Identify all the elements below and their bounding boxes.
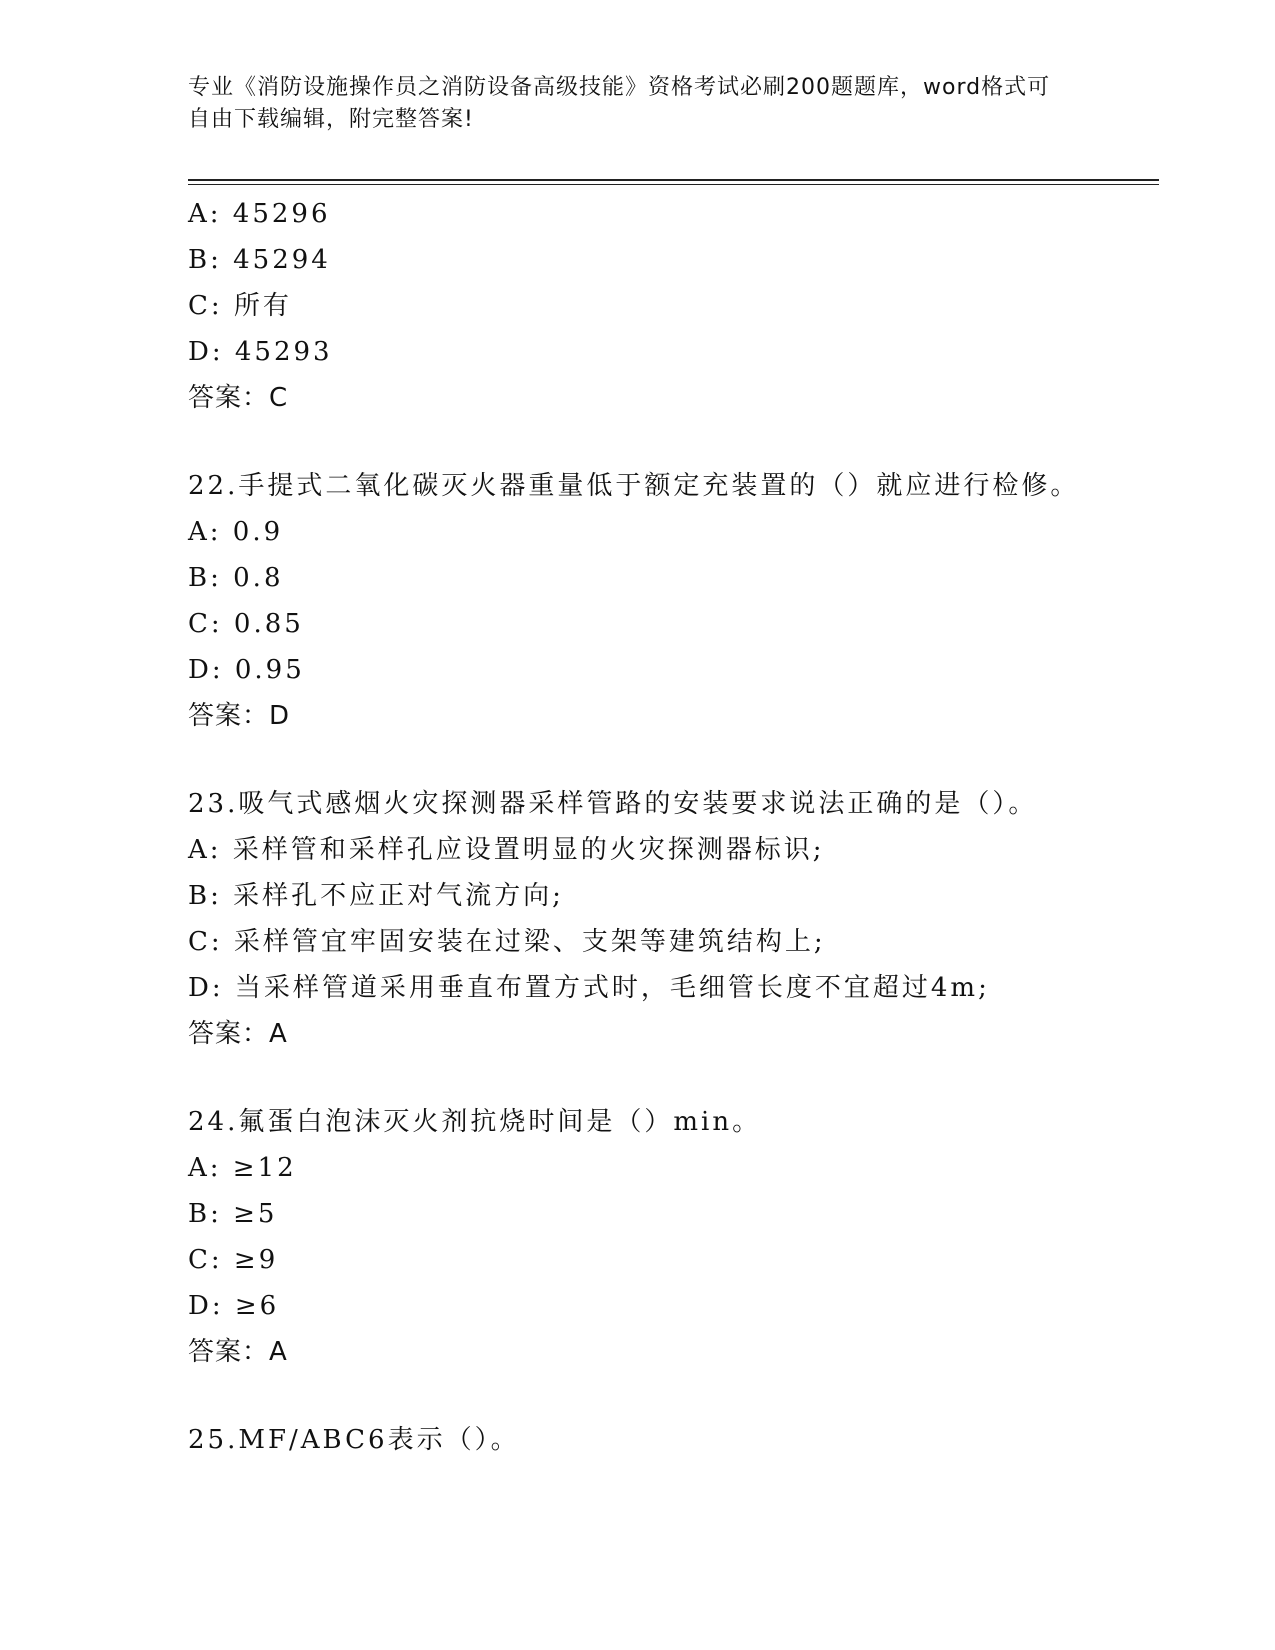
question-stem: 24.氟蛋白泡沫灭火剂抗烧时间是（）min。 xyxy=(188,1107,762,1137)
option-c: C: 所有 xyxy=(188,291,292,321)
header-rule-thick xyxy=(188,179,1159,181)
question-stem: 22.手提式二氧化碳灭火器重量低于额定充装置的（）就应进行检修。 xyxy=(188,471,1080,501)
question-block-25 xyxy=(188,1417,1188,1463)
option-a: A: ≥12 xyxy=(188,1153,297,1183)
spacer xyxy=(188,1375,1188,1417)
option-b: B: 采样孔不应正对气流方向; xyxy=(188,881,564,911)
option-c: C: ≥9 xyxy=(188,1245,279,1275)
answer-line: 答案：D xyxy=(188,701,291,731)
answer-line: 答案：A xyxy=(188,1019,288,1049)
question-block-23 xyxy=(188,781,1188,1057)
spacer xyxy=(188,421,1188,463)
option-b: B: 45294 xyxy=(188,245,331,275)
question-block-21 xyxy=(188,191,1188,421)
option-d: D: 45293 xyxy=(188,337,333,367)
answer-line: 答案：C xyxy=(188,383,289,413)
header-rule-thin xyxy=(188,184,1159,185)
spacer xyxy=(188,1057,1188,1099)
option-c: C: 0.85 xyxy=(188,609,304,639)
option-b: B: 0.8 xyxy=(188,563,284,593)
option-c: C: 采样管宜牢固安装在过梁、支架等建筑结构上; xyxy=(188,927,826,957)
option-a: A: 0.9 xyxy=(188,517,284,547)
option-d: D: 0.95 xyxy=(188,655,305,685)
spacer xyxy=(188,739,1188,781)
question-stem: 23.吸气式感烟火灾探测器采样管路的安装要求说法正确的是（）。 xyxy=(188,789,1038,819)
question-list xyxy=(188,191,1188,1463)
question-block-22 xyxy=(188,463,1188,739)
option-d: D: ≥6 xyxy=(188,1291,280,1321)
option-a: A: 45296 xyxy=(188,199,331,229)
question-block-24 xyxy=(188,1099,1188,1375)
option-b: B: ≥5 xyxy=(188,1199,278,1229)
option-d: D: 当采样管道采用垂直布置方式时，毛细管长度不宜超过4m; xyxy=(188,973,990,1003)
document-header: 专业《消防设施操作员之消防设备高级技能》资格考试必刷200题题库，word格式可自由下载编辑，附完整答案! xyxy=(188,75,1051,132)
answer-line: 答案：A xyxy=(188,1337,288,1367)
question-stem: 25.MF/ABC6表示（）。 xyxy=(188,1425,520,1455)
option-a: A: 采样管和采样孔应设置明显的火灾探测器标识; xyxy=(188,835,825,865)
